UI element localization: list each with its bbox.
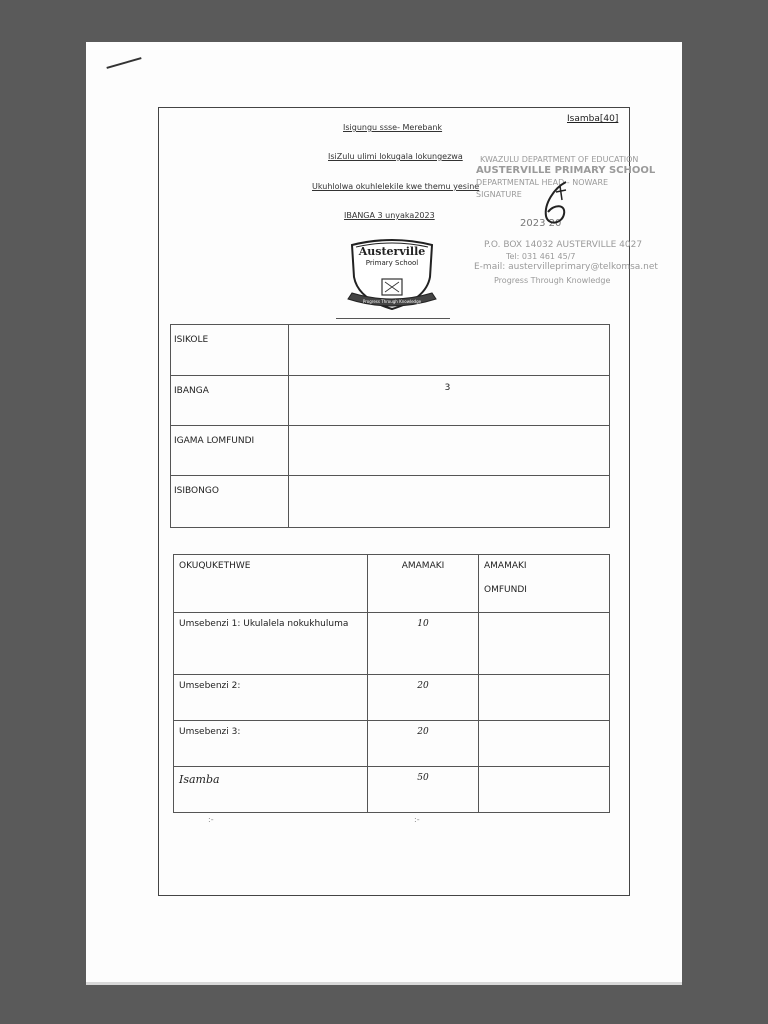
table-row — [171, 325, 610, 376]
task-marks: 10 — [368, 613, 479, 675]
signature — [536, 178, 576, 228]
info-label: IBANGA — [171, 376, 289, 426]
info-label: IGAMA LOMFUNDI — [171, 426, 289, 476]
info-value[interactable] — [289, 426, 610, 476]
info-label: ISIBONGO — [171, 476, 289, 528]
table-row — [171, 476, 610, 528]
scan-speck: :- — [414, 815, 420, 824]
stamp-line: E-mail: austervilleprimary@telkomsa.net — [474, 262, 658, 272]
table-row — [171, 376, 610, 426]
logo-underline — [336, 318, 450, 319]
stamp-line: DEPARTMENTAL HEAD - NOWARE — [476, 178, 609, 187]
header-text: OMFUNDI — [484, 585, 527, 595]
stamp-line: P.O. BOX 14032 AUSTERVILLE 4027 — [484, 240, 643, 250]
stamp-line: Progress Through Knowledge — [494, 276, 611, 285]
task-marks: 50 — [368, 767, 479, 813]
total-marks-label: Isamba[40] — [567, 114, 619, 124]
marks-table — [173, 554, 610, 813]
learner-marks-cell[interactable] — [479, 767, 610, 813]
header-line-2: IsiZulu ulimi lokugala lokungezwa — [328, 152, 463, 161]
task-name: Umsebenzi 2: — [174, 675, 368, 721]
table-row — [171, 426, 610, 476]
student-info-table — [170, 324, 610, 528]
table-header-row — [174, 555, 610, 613]
column-header-marks: AMAMAKI — [368, 555, 479, 613]
learner-marks-cell[interactable] — [479, 613, 610, 675]
info-value[interactable] — [289, 476, 610, 528]
scan-edge — [86, 982, 682, 985]
stamp-line: Tel: 031 461 45/7 — [506, 252, 576, 261]
table-row — [174, 675, 610, 721]
school-logo — [346, 237, 438, 311]
stamp-line: 2023 20 — [520, 218, 562, 229]
table-row — [174, 613, 610, 675]
table-row — [174, 767, 610, 813]
header-text: AMAMAKI — [484, 561, 527, 571]
task-marks: 20 — [368, 675, 479, 721]
logo-subtitle: Primary School — [365, 259, 419, 267]
column-header-content: OKUQUKETHWE — [174, 555, 368, 613]
learner-marks-cell[interactable] — [479, 721, 610, 767]
header-line-1: Isigungu ssse- Merebank — [343, 123, 443, 132]
table-row — [174, 721, 610, 767]
stamp-line: AUSTERVILLE PRIMARY SCHOOL — [476, 165, 656, 176]
logo-name: Austerville — [358, 245, 426, 258]
logo-motto: Progress Through Knowledge — [362, 299, 422, 304]
task-name: Umsebenzi 1: Ukulalela nokukhuluma — [174, 613, 368, 675]
stamp-line: SIGNATURE — [476, 190, 522, 199]
scan-speck: :- — [208, 815, 214, 824]
task-name: Umsebenzi 3: — [174, 721, 368, 767]
learner-marks-cell[interactable] — [479, 675, 610, 721]
info-value[interactable] — [289, 325, 610, 376]
stamp-line: KWAZULU DEPARTMENT OF EDUCATION — [480, 155, 639, 164]
task-name: Isamba — [174, 767, 368, 813]
info-value[interactable]: 3 — [289, 376, 610, 426]
info-label: ISIKOLE — [171, 325, 289, 376]
header-line-3: Ukuhlolwa okuhlelekile kwe themu yesine — [312, 182, 480, 191]
task-marks: 20 — [368, 721, 479, 767]
column-header-learner-marks — [479, 555, 610, 613]
header-line-4: IBANGA 3 unyaka2023 — [344, 211, 435, 220]
